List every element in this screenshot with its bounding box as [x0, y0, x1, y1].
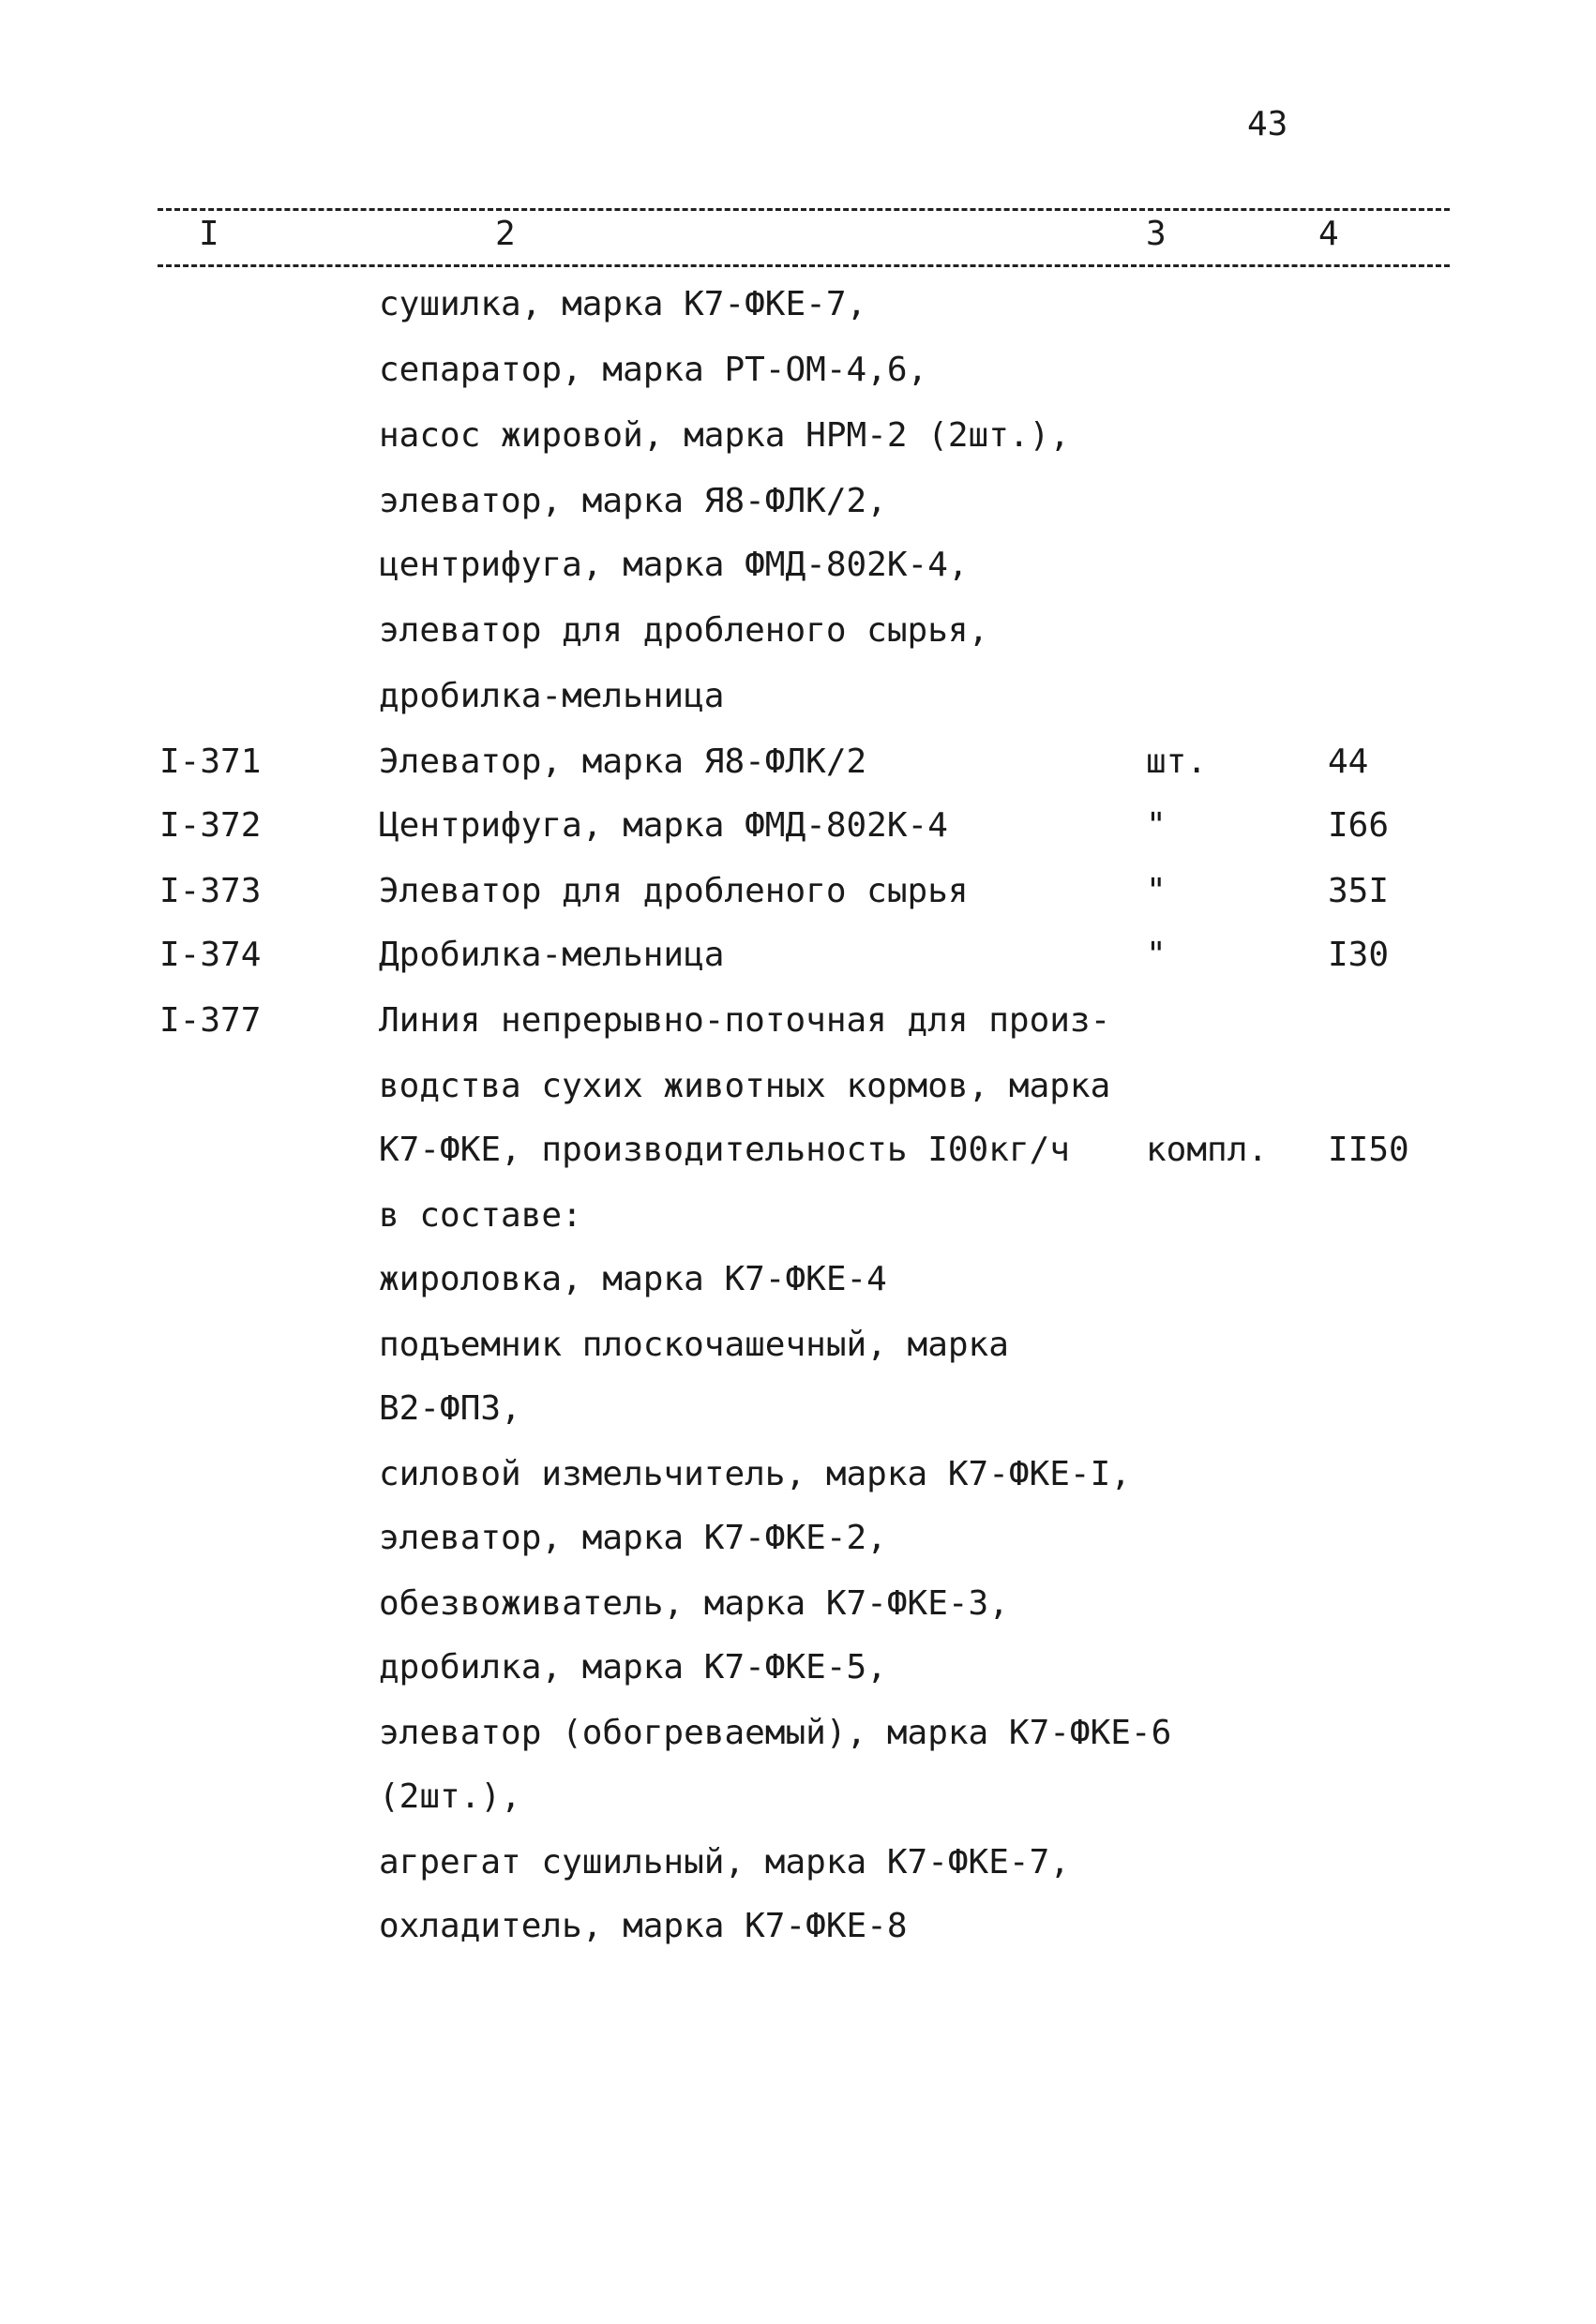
row-unit: " — [1146, 872, 1167, 910]
continuation-line: насос жировой, марка НРМ-2 (2шт.), — [379, 416, 1070, 455]
row-name-line: элеватор (обогреваемый), марка К7-ФКЕ-6 — [379, 1714, 1172, 1752]
row-unit: " — [1146, 806, 1167, 845]
row-name: Элеватор для дробленого сырья — [379, 872, 969, 910]
row-name-line: К7-ФКЕ, производительность I00кг/ч — [379, 1131, 1070, 1169]
row-name-line: водства сухих животных кормов, марка — [379, 1067, 1111, 1105]
continuation-line: элеватор, марка Я8-ФЛК/2, — [379, 482, 887, 520]
continuation-line: сушилка, марка К7-ФКЕ-7, — [379, 285, 867, 323]
row-code: I-373 — [159, 872, 262, 910]
row-price: 35I — [1328, 872, 1390, 910]
row-name-line: обезвоживатель, марка К7-ФКЕ-3, — [379, 1584, 1009, 1623]
row-price: I30 — [1328, 936, 1390, 974]
row-name-line: в составе: — [379, 1196, 582, 1235]
continuation-line: центрифуга, марка ФМД-802К-4, — [379, 546, 969, 584]
row-code: I-377 — [159, 1001, 262, 1040]
row-name: Элеватор, марка Я8-ФЛК/2 — [379, 742, 867, 781]
row-name: Центрифуга, марка ФМД-802К-4 — [379, 806, 948, 845]
row-price: II50 — [1328, 1131, 1409, 1169]
continuation-line: элеватор для дробленого сырья, — [379, 611, 989, 650]
row-name-line: жироловка, марка К7-ФКЕ-4 — [379, 1260, 887, 1298]
row-unit: шт. — [1146, 742, 1208, 781]
column-header-1: I — [199, 215, 219, 253]
page-number: 43 — [1247, 105, 1288, 143]
row-name-line: (2шт.), — [379, 1777, 521, 1816]
row-name-line: Линия непрерывно-поточная для произ- — [379, 1001, 1111, 1040]
row-name: Дробилка-мельница — [379, 936, 725, 974]
row-name-line: В2-ФПЗ, — [379, 1389, 521, 1428]
continuation-line: сепаратор, марка РТ-ОМ-4,6, — [379, 351, 928, 389]
row-unit: компл. — [1146, 1131, 1269, 1169]
row-name-line: дробилка, марка К7-ФКЕ-5, — [379, 1648, 887, 1687]
row-price: 44 — [1328, 742, 1369, 781]
row-name-line: силовой измельчитель, марка К7-ФКЕ-I, — [379, 1455, 1131, 1493]
row-name-line: агрегат сушильный, марка К7-ФКЕ-7, — [379, 1843, 1070, 1882]
row-code: I-372 — [159, 806, 262, 845]
row-price: I66 — [1328, 806, 1390, 845]
row-name-line: охладитель, марка К7-ФКЕ-8 — [379, 1907, 908, 1945]
column-header-2: 2 — [495, 215, 516, 253]
column-header-3: 3 — [1146, 215, 1167, 253]
row-code: I-374 — [159, 936, 262, 974]
row-code: I-371 — [159, 742, 262, 781]
continuation-line: дробилка-мельница — [379, 677, 725, 715]
column-header-4: 4 — [1318, 215, 1339, 253]
table-header-top-rule — [158, 208, 1450, 211]
row-name-line: элеватор, марка К7-ФКЕ-2, — [379, 1519, 887, 1557]
row-unit: " — [1146, 936, 1167, 974]
row-name-line: подъемник плоскочашечный, марка — [379, 1326, 1009, 1364]
table-header-bottom-rule — [158, 264, 1450, 267]
